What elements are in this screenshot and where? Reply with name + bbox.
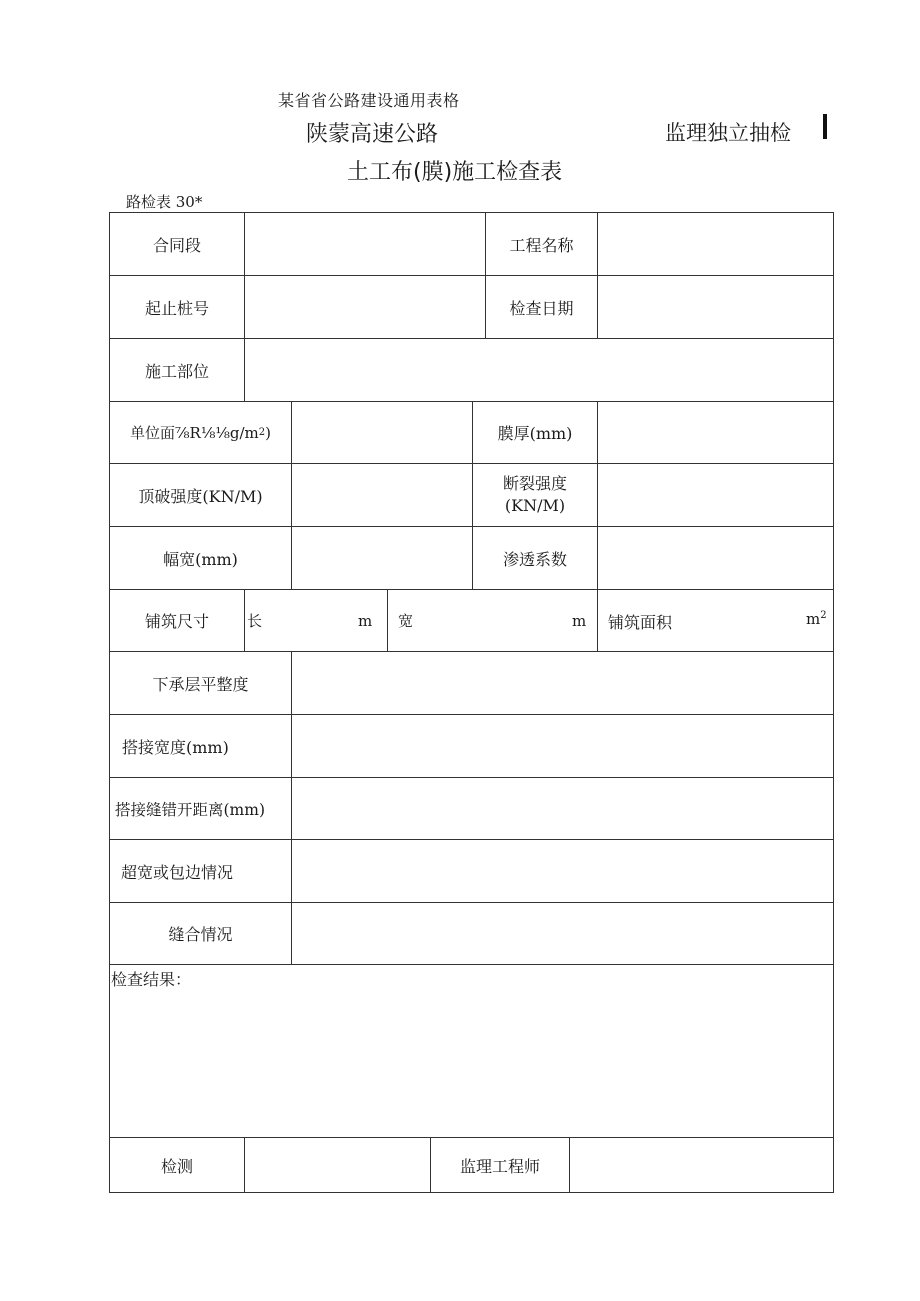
form-number: 路检表 30* xyxy=(126,193,203,211)
inspector-label: 检测 xyxy=(160,1156,193,1176)
check-date-field[interactable] xyxy=(598,276,833,338)
overlap-seam-offset-label: 搭接缝错开距离(mm) xyxy=(115,800,265,819)
laying-area-label: 铺筑面积 xyxy=(608,613,673,632)
length-label: 长 xyxy=(247,612,263,630)
length-field[interactable] xyxy=(245,590,387,651)
supervising-engineer-signature-field[interactable] xyxy=(570,1138,833,1192)
burst-strength-label: 顶破强度(KN/M) xyxy=(138,486,263,506)
project-name-label: 工程名称 xyxy=(509,235,574,255)
overwidth-wrap-label: 超宽或包边情况 xyxy=(121,862,234,882)
contract-field[interactable] xyxy=(245,213,485,275)
check-result-label: 检查结果： xyxy=(111,970,192,989)
film-thickness-label: 膜厚(mm) xyxy=(497,424,573,443)
laying-size-label: 铺筑尺寸 xyxy=(144,612,209,631)
check-date-label: 检查日期 xyxy=(509,298,574,318)
break-strength-field[interactable] xyxy=(598,464,833,526)
project-name-field[interactable] xyxy=(598,213,833,275)
film-thickness-field[interactable] xyxy=(598,402,833,463)
overlap-seam-offset-field[interactable] xyxy=(292,778,833,839)
breadth-field[interactable] xyxy=(388,590,597,651)
subgrade-flatness-label: 下承层平整度 xyxy=(152,674,249,694)
width-field[interactable] xyxy=(292,527,472,589)
laying-area-field[interactable] xyxy=(598,590,833,651)
burst-strength-field[interactable] xyxy=(292,464,472,526)
breadth-unit: m xyxy=(572,612,587,630)
station-field[interactable] xyxy=(245,276,485,338)
break-strength-line2: (KN/M) xyxy=(504,496,566,515)
length-unit: m xyxy=(358,612,373,630)
overlap-width-label: 搭接宽度(mm) xyxy=(122,737,229,757)
permeability-label: 渗透系数 xyxy=(502,549,567,569)
break-strength-line1: 断裂强度 xyxy=(502,474,567,493)
subgrade-flatness-field[interactable] xyxy=(292,652,833,714)
inspector-signature-field[interactable] xyxy=(245,1138,430,1192)
width-label: 幅宽(mm) xyxy=(163,549,238,569)
seam-condition-label: 缝合情况 xyxy=(168,925,233,944)
inspection-type-badge: 监理独立抽检 xyxy=(665,121,791,145)
unit-area-weight-field[interactable] xyxy=(292,402,472,463)
unit-area-weight-sup: 2 xyxy=(258,427,266,438)
station-label: 起止桩号 xyxy=(144,298,209,318)
area-unit xyxy=(806,610,827,628)
overlap-width-field[interactable] xyxy=(292,715,833,777)
location-label: 施工部位 xyxy=(144,361,209,381)
area-unit-text: m xyxy=(806,610,821,628)
permeability-field[interactable] xyxy=(598,527,833,589)
breadth-label: 宽 xyxy=(398,612,414,630)
project-name-heading: 陕蒙高速公路 xyxy=(306,122,439,147)
break-strength-label xyxy=(473,464,597,526)
unit-area-weight-label xyxy=(110,402,291,463)
unit-area-weight-text: 单位面⅞R⅛⅛g/m xyxy=(129,424,259,442)
area-unit-sup: 2 xyxy=(820,610,827,621)
check-result-area[interactable] xyxy=(110,965,833,1137)
location-field[interactable] xyxy=(245,339,833,401)
badge-marker-bar xyxy=(823,114,827,139)
seam-condition-field[interactable] xyxy=(292,903,833,964)
form-title: 土工布(膜)施工检查表 xyxy=(347,160,563,185)
overwidth-wrap-field[interactable] xyxy=(292,840,833,902)
contract-label: 合同段 xyxy=(152,235,201,255)
unit-area-weight-close: ) xyxy=(265,423,272,442)
supervising-engineer-label: 监理工程师 xyxy=(459,1156,540,1176)
form-series-subtitle: 某省省公路建设通用表格 xyxy=(278,91,460,110)
